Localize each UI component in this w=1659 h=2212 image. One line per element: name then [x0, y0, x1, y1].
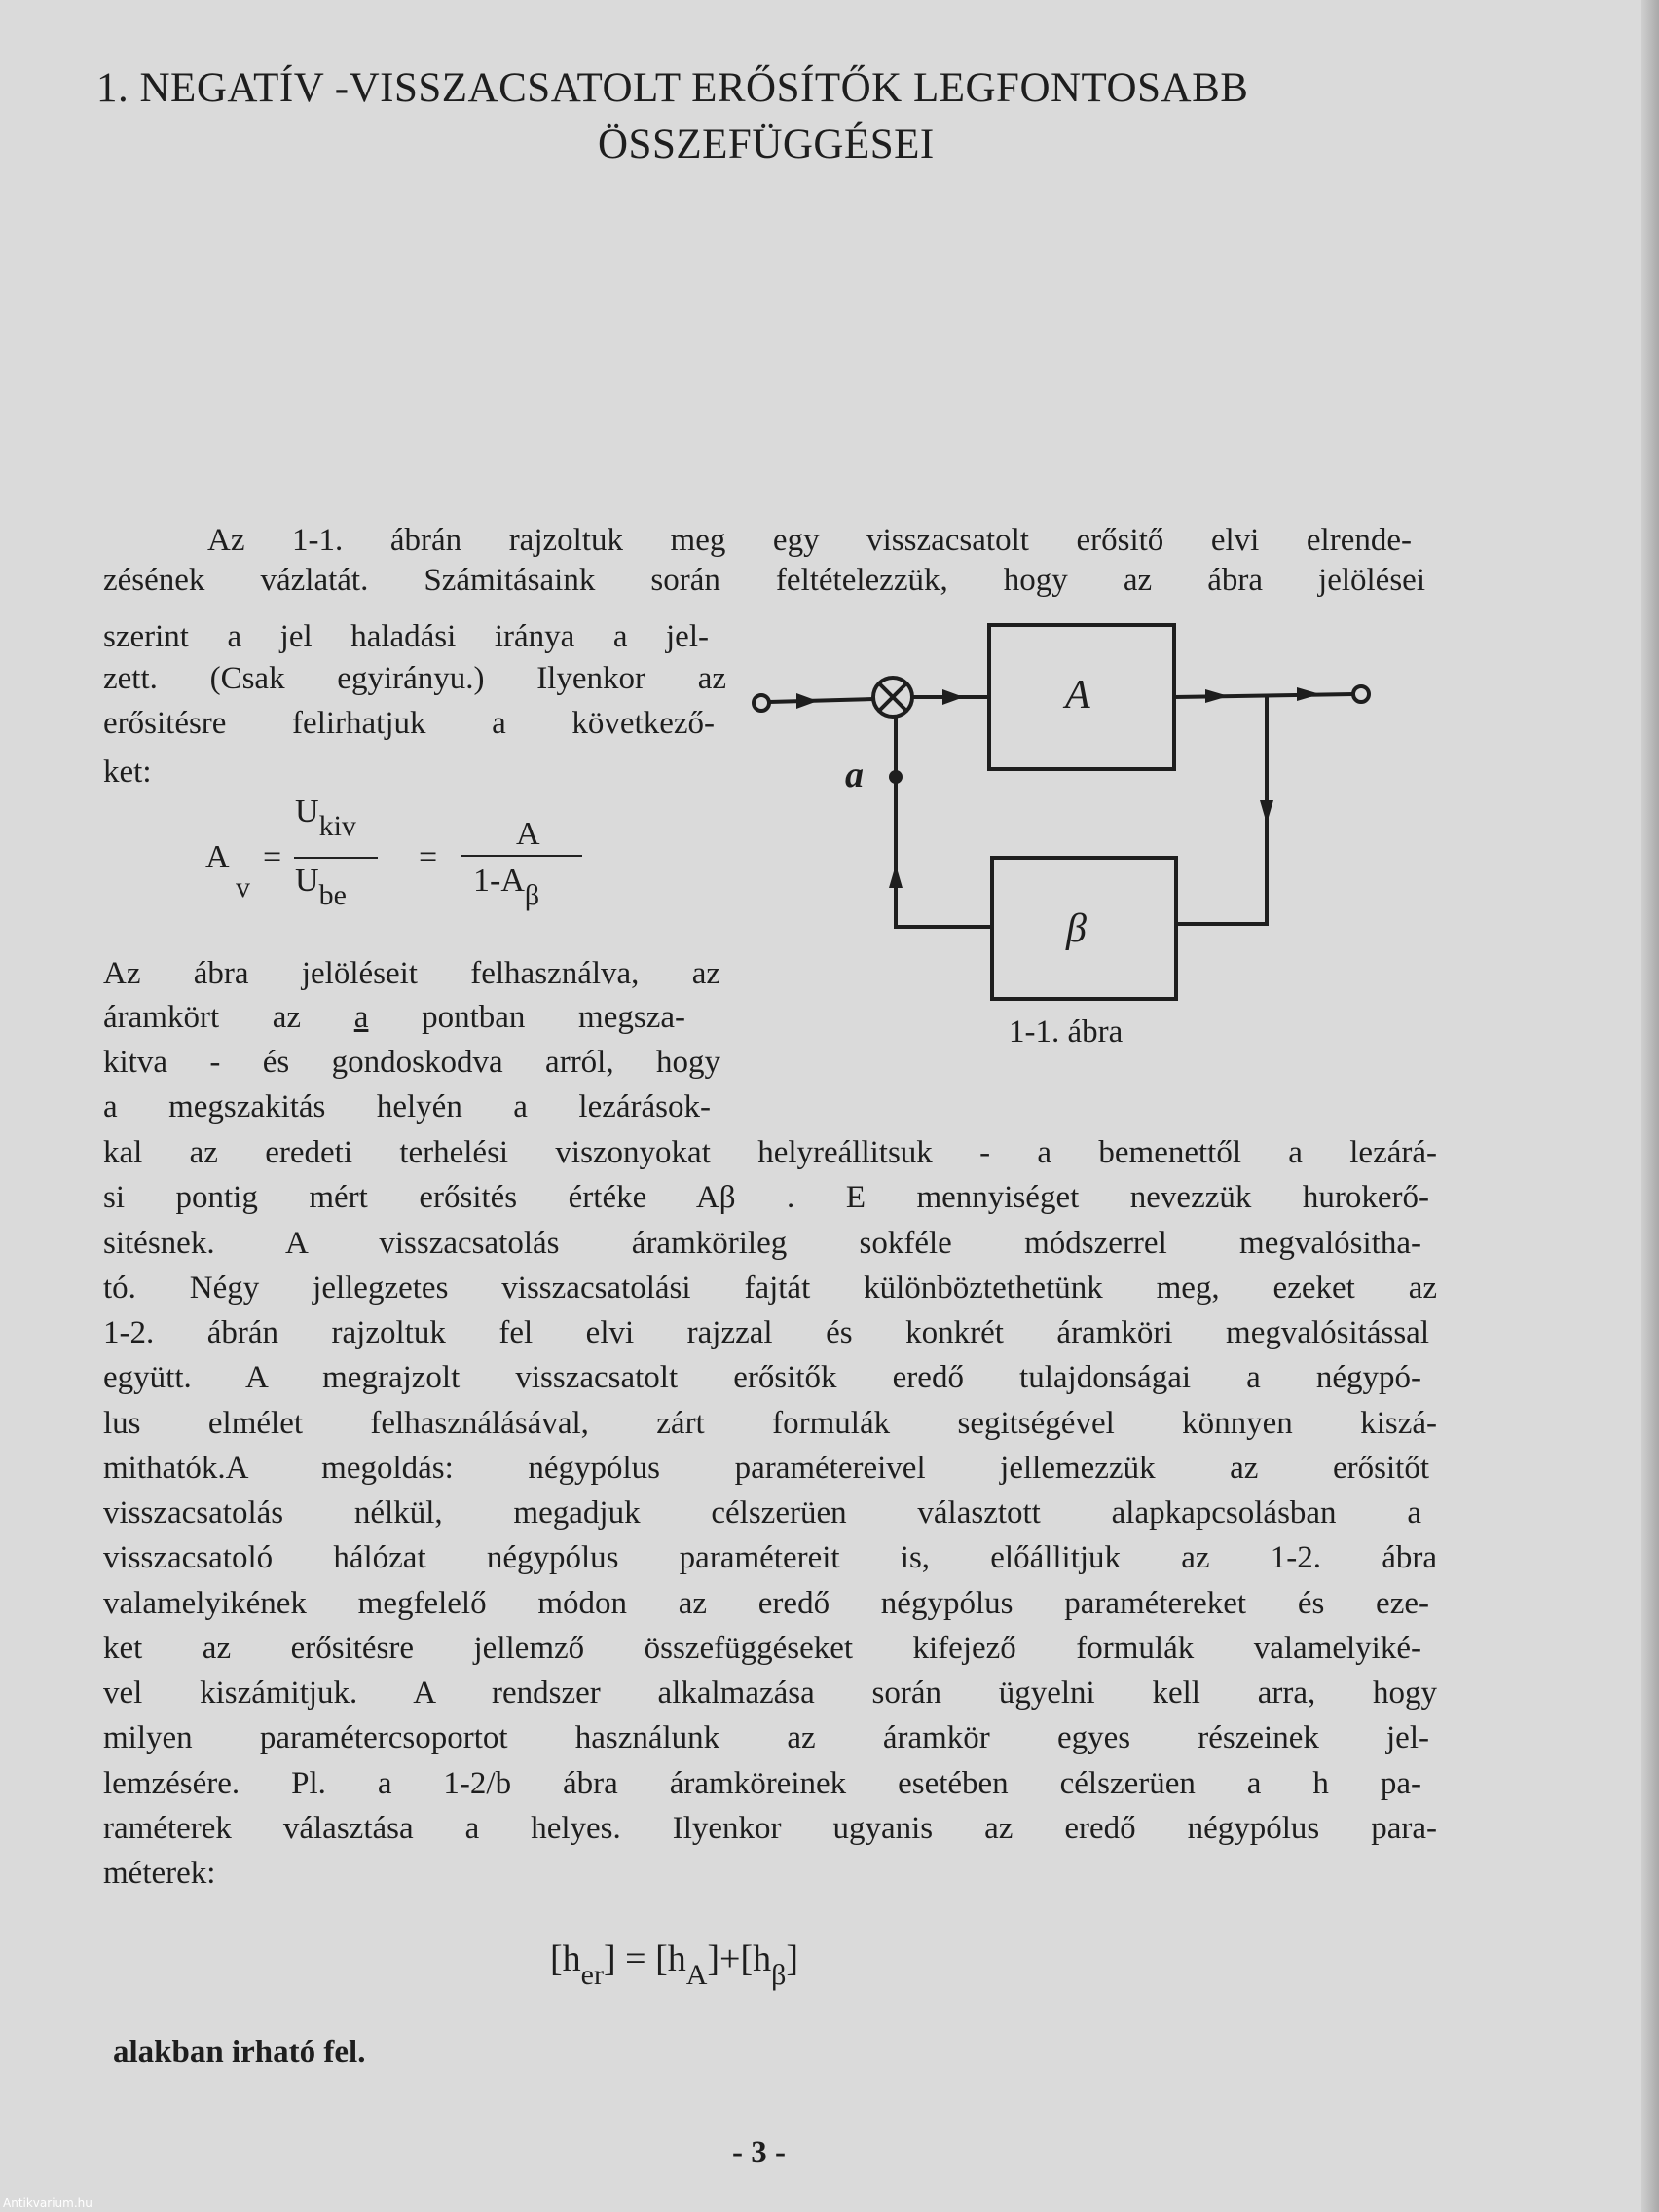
output-wire — [1174, 694, 1353, 697]
h-beta-symbol: h — [753, 1938, 772, 1979]
paragraph-line: erősitésre felirhatjuk a következő- — [103, 706, 715, 741]
formula-plus: + — [719, 1938, 741, 1979]
paragraph-line: méterek: — [103, 1856, 216, 1891]
h-er-symbol: h — [562, 1938, 581, 1979]
h-er-subscript: er — [580, 1959, 604, 1991]
paragraph-line: lemzésére. Pl. a 1-2/b ábra áramköreinek esetében célszerüen a h pa- — [103, 1765, 1421, 1801]
page-number: - 3 - — [732, 2135, 786, 2170]
numerator-subscript: kiv — [318, 810, 356, 842]
chapter-title-line-1: 1. NEGATÍV -VISSZACSATOLT ERŐSÍTŐK LEGFONTOSABB — [96, 65, 1249, 111]
block-a-label: A — [1065, 673, 1090, 718]
bracket-close: ] — [707, 1938, 720, 1979]
formula-h-parameters — [550, 1937, 799, 1991]
formula-lhs-subscript: v — [236, 871, 250, 903]
point-a-reference: a — [353, 1000, 369, 1035]
formula-lhs: A — [205, 839, 230, 875]
formula-numerator-2: A — [516, 816, 540, 852]
arrow-icon — [942, 689, 964, 705]
paragraph-line: kal az eredeti terhelési viszonyokat helyreállitsuk - a bemenettől a lezárá- — [103, 1135, 1437, 1170]
beta-symbol: β — [524, 879, 540, 911]
h-a-symbol: h — [667, 1938, 686, 1979]
paragraph-line: valamelyikének megfelelő módon az eredő négypólus paramétereket és eze- — [103, 1585, 1429, 1621]
paragraph-line: vel kiszámitjuk. A rendszer alkalmazása során ügyelni kell arra, hogy — [103, 1676, 1437, 1711]
watermark: Antikvarium.hu — [3, 2196, 92, 2210]
paragraph-line: tó. Négy jellegzetes visszacsatolási fajtát különböztethetünk meg, ezeket az — [103, 1270, 1437, 1306]
denominator-subscript: be — [318, 879, 347, 911]
paragraph-line: Az 1-1. ábrán rajzoltuk meg egy visszacsatolt erősitő elvi elrende- — [207, 523, 1412, 558]
feedback-wire-right — [1176, 696, 1267, 924]
bracket-close: ] — [786, 1938, 799, 1979]
paragraph-line: 1-2. ábrán rajzoltuk fel elvi rajzzal és konkrét áramköri megvalósitással — [103, 1315, 1429, 1350]
paragraph-line: együtt. A megrajzolt visszacsatolt erősitők eredő tulajdonságai a négypó- — [103, 1360, 1421, 1396]
arrow-icon — [796, 693, 818, 709]
bracket-open: [ — [655, 1938, 668, 1979]
figure-caption: 1-1. ábra — [1009, 1014, 1124, 1050]
paragraph-line: ket az erősitésre jellemző összefüggéseket kifejező formulák valamelyiké- — [103, 1630, 1421, 1666]
paragraph-line: raméterek választása a helyes. Ilyenkor ugyanis az eredő négypólus para- — [103, 1810, 1437, 1846]
paragraph-line: zésének vázlatát. Számitásaink során feltételezzük, hogy az ábra jelölései — [103, 563, 1425, 598]
text-run: pontban megsza- — [368, 1000, 685, 1035]
arrow-icon — [1260, 800, 1273, 824]
paragraph-line: kitva - és gondoskodva arról, hogy — [103, 1045, 720, 1080]
paragraph-line: Az ábra jelöléseit felhasználva, az — [103, 956, 720, 991]
paragraph-line: visszacsatoló hálózat négypólus paramétereit is, előállitjuk az 1-2. ábra — [103, 1540, 1437, 1576]
formula-equals: = — [625, 1938, 646, 1979]
denominator-2-text: 1-A — [473, 863, 525, 899]
point-a-label: a — [845, 755, 864, 795]
h-a-subscript: A — [685, 1959, 708, 1991]
formula-equals: = — [263, 839, 282, 875]
paragraph-line: zett. (Csak egyirányu.) Ilyenkor az — [103, 661, 726, 696]
text-run: áramkört az — [103, 1000, 354, 1035]
denominator-symbol: U — [295, 863, 319, 899]
paragraph-line: szerint a jel haladási iránya a jel- — [103, 619, 709, 654]
point-a-dot — [889, 770, 903, 784]
bracket-open: [ — [550, 1938, 563, 1979]
feedback-wire-left — [896, 717, 992, 927]
block-beta-label: β — [1066, 906, 1087, 951]
arrow-icon — [1297, 687, 1320, 701]
chapter-title-line-2: ÖSSZEFÜGGÉSEI — [598, 122, 935, 167]
paragraph-line: lus elmélet felhasználásával, zárt formulák segitségével könnyen kiszá- — [103, 1405, 1437, 1441]
paragraph-line: mithatók.A megoldás: négypólus paramétereivel jellemezzük az erősitőt — [103, 1450, 1429, 1486]
h-beta-subscript: β — [771, 1959, 787, 1991]
arrow-icon — [1205, 689, 1229, 703]
paragraph-line: ket: — [103, 755, 152, 790]
arrow-icon — [889, 865, 903, 888]
closing-text: alakban irható fel. — [113, 2035, 366, 2070]
formula-equals-2: = — [419, 839, 438, 875]
bracket-open: [ — [740, 1938, 754, 1979]
output-terminal-icon — [1353, 686, 1369, 702]
paragraph-line: a megszakitás helyén a lezárások- — [103, 1089, 711, 1124]
paragraph-line: milyen paramétercsoportot használunk az áramkör egyes részeinek jel- — [103, 1720, 1429, 1756]
numerator-symbol: U — [295, 793, 319, 830]
bracket-close: ] — [603, 1938, 616, 1979]
input-wire — [769, 699, 873, 702]
paragraph-line: sitésnek. A visszacsatolás áramkörileg sokféle módszerrel megvalósitha- — [103, 1225, 1421, 1261]
paragraph-line: si pontig mért erősités értéke Aβ . E mennyiséget nevezzük hurokerő- — [103, 1180, 1429, 1216]
input-terminal-icon — [754, 695, 769, 711]
paragraph-line: visszacsatolás nélkül, megadjuk célszerüen választott alapkapcsolásban a — [103, 1495, 1421, 1530]
